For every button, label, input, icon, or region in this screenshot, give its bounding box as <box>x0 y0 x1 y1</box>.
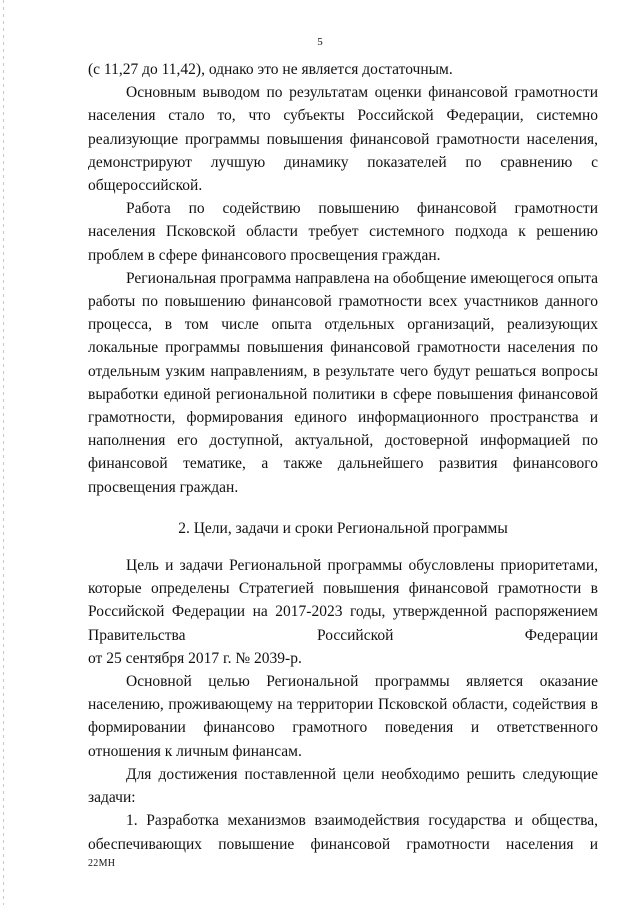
paragraph-goals-tasks: Цель и задачи Региональной программы обусловлены приоритетами, которые определены Стратегией повышения финансовой грамотности в Российской Федерации на 2017-2023 годы, утвержденной распоряжением Правительства Российской Федерации <box>88 557 598 644</box>
document-body <box>88 58 598 856</box>
paragraph-decree-date: от 25 сентября 2017 г. № 2039-р. <box>88 649 302 667</box>
paragraph-main-conclusion: Основным выводом по результатам оценки финансовой грамотности населения стало то, что субъекты Российской Федерации, системно реализующие программы повышения финансовой грамотности населения, демонстрируют лучшую динамику показателей по сравнению с общероссийской. <box>88 84 598 195</box>
scan-edge-mark <box>3 0 4 905</box>
section-heading: 2. Цели, задачи и сроки Региональной программы <box>178 519 508 537</box>
paragraph-main-goal: Основной целью Региональной программы является оказание населению, проживающему на территории Псковской области, содействия в формировании финансово грамотного поведения и ответственного отношения к личным финансам. <box>88 673 598 760</box>
footer-document-code: 22МН <box>88 858 116 869</box>
list-item-task-1: 1. Разработка механизмов взаимодействия государства и общества, обеспечивающих повышение финансовой грамотности населения и <box>88 812 598 853</box>
paragraph-regional-program: Региональная программа направлена на обобщение имеющегося опыта работы по повышению финансовой грамотности всех участников данного процесса, в том числе опыта отдельных организаций, реализующих локальные программы повышения финансовой грамотности населения по отдельным узким направлениям, в результате чего будут решаться вопросы выработки единой региональной политики в сфере повышения финансовой грамотности, формирования единого информационного пространства и наполнения его доступной, актуальной, достоверной информацией по финансовой тематике, а также дальнейшего развития финансового просвещения граждан. <box>88 269 598 496</box>
paragraph-tasks-intro: Для достижения поставленной цели необходимо решить следующие задачи: <box>88 765 598 807</box>
paragraph-continuation: (с 11,27 до 11,42), однако это не является достаточным. <box>88 61 453 78</box>
paragraph-pskov-work: Работа по содействию повышению финансовой грамотности населения Псковской области требует системного подхода к решению проблем в сфере финансового просвещения граждан. <box>88 200 598 264</box>
page-number: 5 <box>317 36 323 48</box>
